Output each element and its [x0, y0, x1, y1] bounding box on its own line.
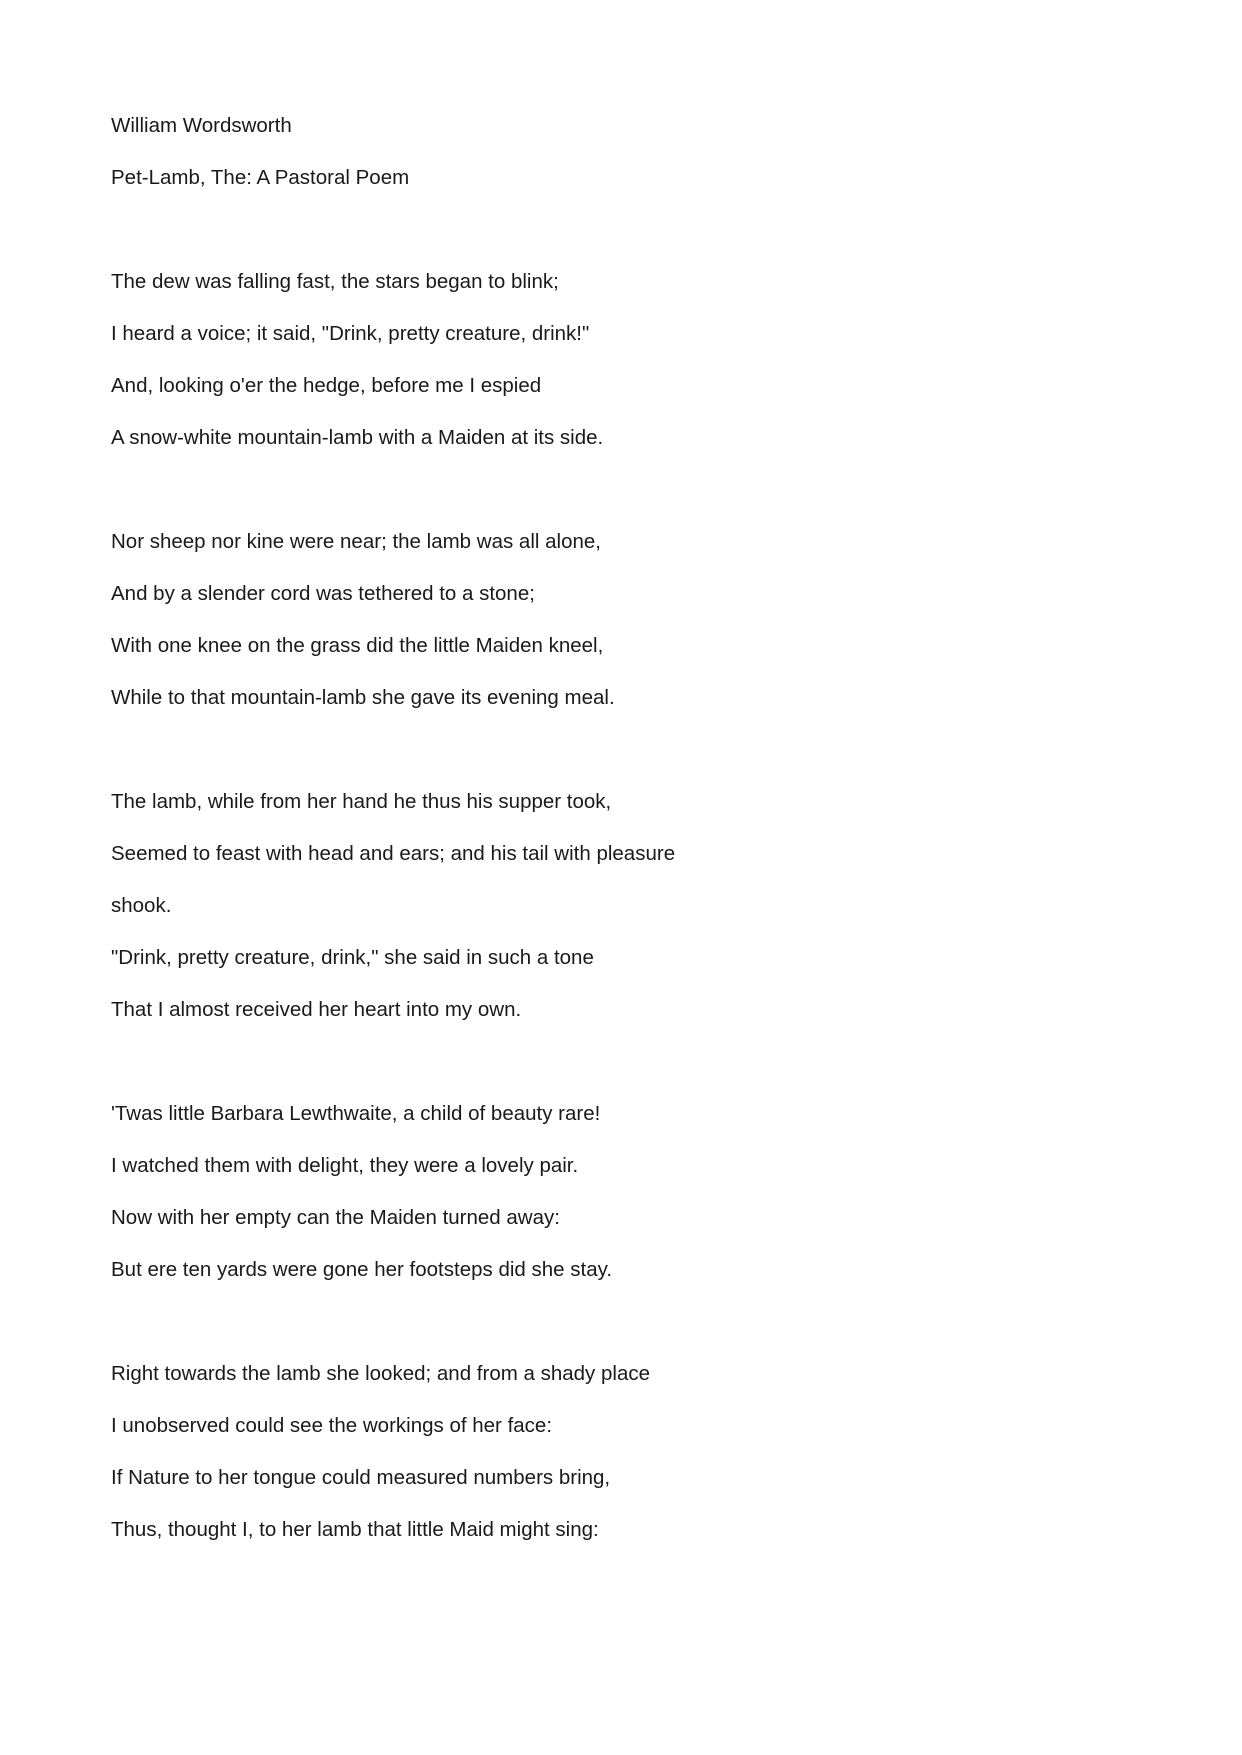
stanza: [111, 1098, 1131, 1306]
poem-line: I heard a voice; it said, "Drink, pretty creature, drink!": [111, 322, 590, 345]
poem-line: Nor sheep nor kine were near; the lamb was all alone,: [111, 530, 601, 553]
poem-line: That I almost received her heart into my own.: [111, 998, 522, 1021]
poem-line: With one knee on the grass did the little Maiden kneel,: [111, 634, 604, 657]
poem-line: I watched them with delight, they were a lovely pair.: [111, 1154, 579, 1177]
poem-line: And, looking o'er the hedge, before me I espied: [111, 374, 542, 397]
poem-line: And by a slender cord was tethered to a stone;: [111, 582, 535, 605]
stanza-spacer: [111, 1046, 1131, 1098]
document-page: [111, 110, 1131, 1566]
poem-line: Now with her empty can the Maiden turned away:: [111, 1206, 560, 1229]
stanza-spacer: [111, 474, 1131, 526]
author-name: William Wordsworth: [111, 114, 292, 137]
poem-line: shook.: [111, 894, 172, 917]
stanza-spacer: [111, 734, 1131, 786]
poem-line: While to that mountain-lamb she gave its evening meal.: [111, 686, 615, 709]
poem-line: Right towards the lamb she looked; and from a shady place: [111, 1362, 650, 1385]
poem-line: 'Twas little Barbara Lewthwaite, a child of beauty rare!: [111, 1102, 601, 1125]
poem-line: A snow-white mountain-lamb with a Maiden at its side.: [111, 426, 604, 449]
poem-line: If Nature to her tongue could measured numbers bring,: [111, 1466, 611, 1489]
poem-line: The lamb, while from her hand he thus his supper took,: [111, 790, 612, 813]
stanza: [111, 526, 1131, 734]
spacer: [111, 214, 1131, 266]
poem-line: Thus, thought I, to her lamb that little Maid might sing:: [111, 1518, 599, 1541]
poem-line: The dew was falling fast, the stars began to blink;: [111, 270, 559, 293]
poem-line: I unobserved could see the workings of her face:: [111, 1414, 553, 1437]
poem-title: Pet-Lamb, The: A Pastoral Poem: [111, 166, 410, 189]
poem-line: Seemed to feast with head and ears; and his tail with pleasure: [111, 842, 676, 865]
stanza: [111, 786, 1131, 1046]
stanza: [111, 266, 1131, 474]
poem-line: "Drink, pretty creature, drink," she said in such a tone: [111, 946, 594, 969]
stanza-spacer: [111, 1306, 1131, 1358]
stanza: [111, 1358, 1131, 1566]
poem-line: But ere ten yards were gone her footsteps did she stay.: [111, 1258, 613, 1281]
